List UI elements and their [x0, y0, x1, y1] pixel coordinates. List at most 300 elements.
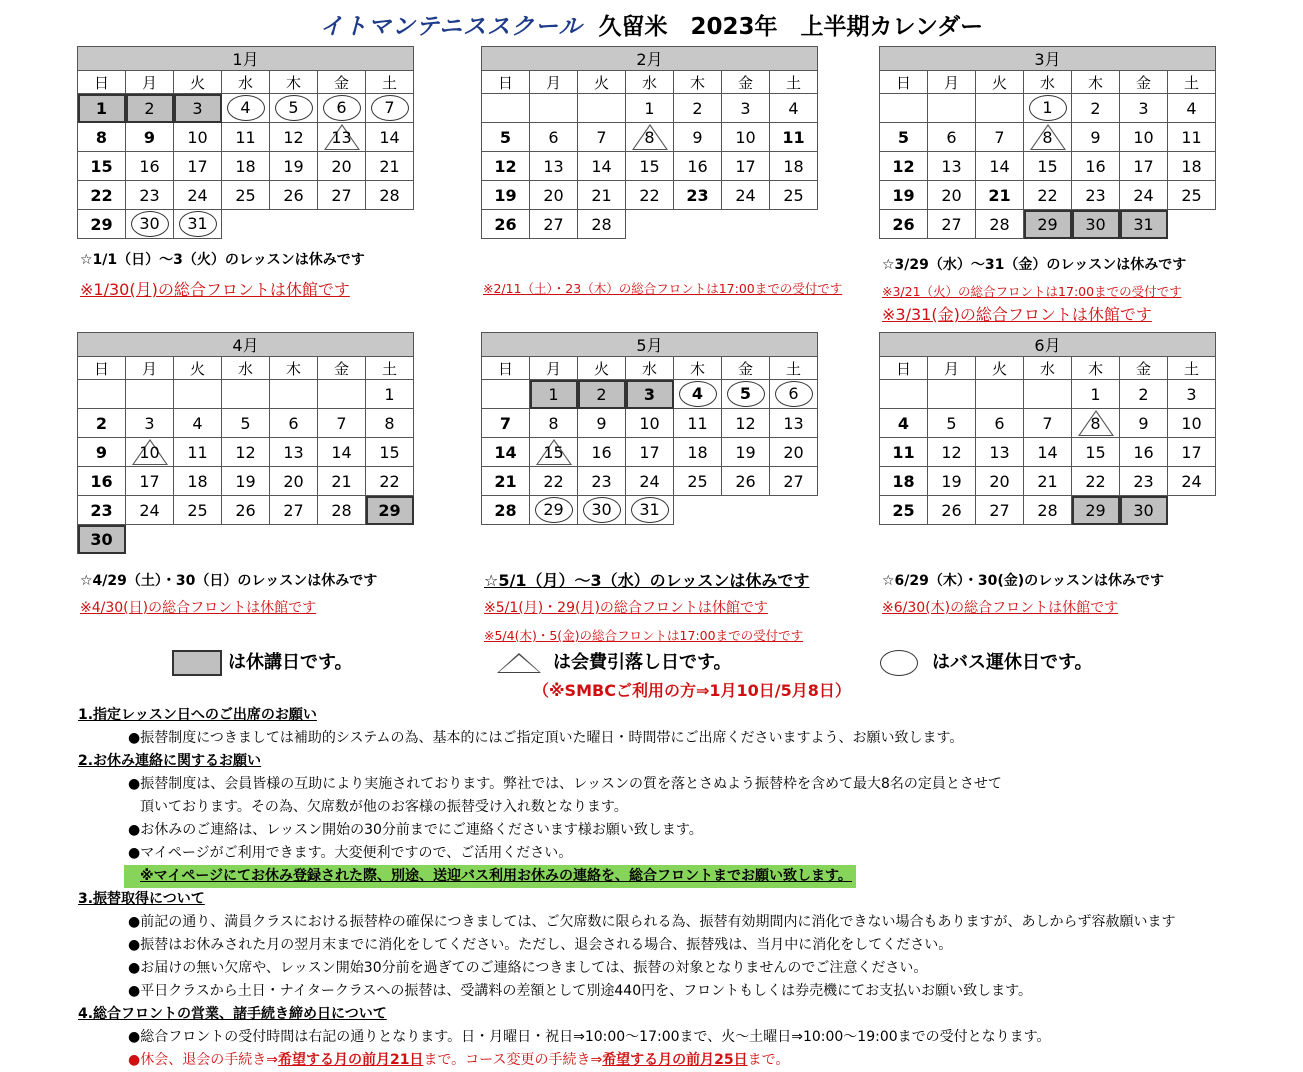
day-cell: 22 — [1072, 467, 1120, 496]
day-cell: 22 — [1024, 181, 1072, 210]
day-cell: 20 — [318, 152, 366, 181]
day-cell: 21 — [482, 467, 530, 496]
day-cell: 10 — [174, 123, 222, 152]
empty-cell — [318, 380, 366, 409]
empty-cell — [880, 94, 928, 123]
empty-cell — [674, 496, 722, 525]
section-heading-1: 1.指定レッスン日へのご出席のお願い — [78, 707, 317, 723]
day-cell: 27 — [530, 210, 578, 239]
day-cell: 21 — [1024, 467, 1072, 496]
empty-cell — [722, 496, 770, 525]
day-cell: 13 — [976, 438, 1024, 467]
day-cell: 31 — [174, 210, 222, 239]
day-cell: 22 — [366, 467, 414, 496]
day-cell: 8 — [1072, 409, 1120, 438]
day-cell: 5 — [222, 409, 270, 438]
weekday-header: 木 — [270, 71, 318, 94]
day-cell: 15 — [1072, 438, 1120, 467]
day-cell: 13 — [270, 438, 318, 467]
weekday-header: 土 — [770, 71, 818, 94]
day-cell: 8 — [626, 123, 674, 152]
calendar-march — [879, 46, 1216, 239]
day-cell: 12 — [880, 152, 928, 181]
day-cell: 20 — [928, 181, 976, 210]
day-cell: 20 — [976, 467, 1024, 496]
day-cell: 7 — [976, 123, 1024, 152]
note-mar-front2: ※3/31(金)の総合フロントは休館です — [882, 305, 1152, 324]
day-cell: 11 — [674, 409, 722, 438]
calendar-june — [879, 332, 1216, 525]
day-cell: 21 — [366, 152, 414, 181]
day-cell: 24 — [126, 496, 174, 525]
day-cell: 25 — [174, 496, 222, 525]
weekday-header: 月 — [530, 357, 578, 380]
day-cell: 20 — [770, 438, 818, 467]
empty-cell — [626, 210, 674, 239]
day-cell: 28 — [318, 496, 366, 525]
day-cell: 16 — [674, 152, 722, 181]
day-cell: 16 — [1120, 438, 1168, 467]
calendar-may — [481, 332, 818, 525]
empty-cell — [1024, 380, 1072, 409]
day-cell: 30 — [126, 210, 174, 239]
day-cell: 2 — [78, 409, 126, 438]
day-cell: 27 — [976, 496, 1024, 525]
day-cell: 14 — [366, 123, 414, 152]
day-cell: 18 — [674, 438, 722, 467]
day-cell: 18 — [1168, 152, 1216, 181]
weekday-header: 月 — [126, 71, 174, 94]
day-cell: 4 — [1168, 94, 1216, 123]
day-cell: 26 — [270, 181, 318, 210]
page-title — [0, 8, 1303, 41]
weekday-header: 火 — [976, 357, 1024, 380]
deadline-note: ●休会、退会の手続き⇒希望する月の前月21日まで。コース変更の手続き⇒希望する月の前月25日まで。 — [128, 1052, 790, 1068]
day-cell: 1 — [366, 380, 414, 409]
info-item: ●お届けの無い欠席や、レッスン開始30分前を過ぎてのご連絡につきましては、振替の対象となりませんのでご注意ください。 — [128, 960, 928, 976]
day-cell: 14 — [578, 152, 626, 181]
day-cell: 17 — [1120, 152, 1168, 181]
day-cell: 23 — [1072, 181, 1120, 210]
empty-cell — [126, 525, 174, 554]
day-cell: 11 — [880, 438, 928, 467]
day-cell: 26 — [482, 210, 530, 239]
note-may-front1: ※5/1(月)・29(月)の総合フロントは休館です — [484, 600, 768, 616]
empty-cell — [578, 94, 626, 123]
day-cell: 12 — [270, 123, 318, 152]
note-mar-lesson: ☆3/29（水）～31（金）のレッスンは休みです — [882, 257, 1187, 273]
empty-cell — [366, 525, 414, 554]
day-cell: 17 — [126, 467, 174, 496]
weekday-header: 木 — [1072, 357, 1120, 380]
day-cell: 7 — [1024, 409, 1072, 438]
day-cell: 16 — [578, 438, 626, 467]
weekday-header: 木 — [674, 71, 722, 94]
note-may-front2: ※5/4(木)・5(金)の総合フロントは17:00までの受付です — [484, 628, 804, 643]
weekday-header: 水 — [1024, 71, 1072, 94]
calendar-grid — [879, 332, 1216, 525]
day-cell: 15 — [626, 152, 674, 181]
note-mar-front1: ※3/21（火）の総合フロントは17:00までの受付です — [882, 284, 1182, 299]
mypage-highlight-note: ※マイページにてお休み登録された際、別途、送迎バス利用お休みの連絡を、総合フロントまでお願い致します。 — [124, 865, 856, 888]
day-cell: 1 — [626, 94, 674, 123]
day-cell: 6 — [770, 380, 818, 409]
weekday-header: 金 — [722, 357, 770, 380]
day-cell: 29 — [530, 496, 578, 525]
day-cell: 12 — [928, 438, 976, 467]
month-header: 5月 — [482, 333, 818, 357]
weekday-header: 水 — [222, 71, 270, 94]
day-cell: 30 — [78, 525, 126, 554]
day-cell: 18 — [222, 152, 270, 181]
day-cell: 31 — [626, 496, 674, 525]
day-cell: 6 — [976, 409, 1024, 438]
day-cell: 5 — [880, 123, 928, 152]
day-cell: 12 — [722, 409, 770, 438]
month-header: 1月 — [78, 47, 414, 71]
day-cell: 27 — [770, 467, 818, 496]
note-jun-front: ※6/30(木)の総合フロントは休館です — [882, 600, 1119, 616]
brand-logo: イトマンテニススクール — [319, 14, 583, 40]
weekday-header: 土 — [1168, 357, 1216, 380]
day-cell: 4 — [222, 94, 270, 123]
weekday-header: 木 — [674, 357, 722, 380]
day-cell: 9 — [78, 438, 126, 467]
month-header: 4月 — [78, 333, 414, 357]
day-cell: 11 — [1168, 123, 1216, 152]
day-cell: 1 — [78, 94, 126, 123]
day-cell: 10 — [126, 438, 174, 467]
empty-cell — [270, 210, 318, 239]
closed-swatch — [172, 650, 222, 676]
calendar-grid — [77, 332, 414, 554]
day-cell: 11 — [222, 123, 270, 152]
section-heading-2: 2.お休み連絡に関するお願い — [78, 753, 262, 769]
day-cell: 14 — [318, 438, 366, 467]
day-cell: 25 — [674, 467, 722, 496]
empty-cell — [928, 94, 976, 123]
day-cell: 1 — [530, 380, 578, 409]
day-cell: 6 — [928, 123, 976, 152]
info-item: 頂いております。その為、欠席数が他のお客様の振替受け入れ数となります。 — [140, 799, 628, 815]
day-cell: 18 — [880, 467, 928, 496]
day-cell: 24 — [174, 181, 222, 210]
note-apr-front: ※4/30(日)の総合フロントは休館です — [80, 600, 317, 616]
day-cell: 18 — [174, 467, 222, 496]
day-cell: 13 — [530, 152, 578, 181]
day-cell: 25 — [880, 496, 928, 525]
info-item: ●前記の通り、満員クラスにおける振替枠の確保につきましては、ご欠席数に限られる為、振替有効期間内に消化できない場合もありますが、あしからず容赦願います — [128, 914, 1176, 930]
day-cell: 15 — [78, 152, 126, 181]
day-cell: 8 — [78, 123, 126, 152]
month-header: 6月 — [880, 333, 1216, 357]
day-cell: 27 — [270, 496, 318, 525]
day-cell: 14 — [482, 438, 530, 467]
day-cell: 4 — [674, 380, 722, 409]
legend-bus — [880, 648, 1093, 676]
weekday-header: 日 — [482, 357, 530, 380]
weekday-header: 水 — [626, 71, 674, 94]
info-item: ●お休みのご連絡は、レッスン開始の30分前までにご連絡くださいます様お願い致します。 — [128, 822, 703, 838]
day-cell: 14 — [1024, 438, 1072, 467]
day-cell: 12 — [482, 152, 530, 181]
month-header: 3月 — [880, 47, 1216, 71]
info-section — [78, 704, 1303, 1072]
day-cell: 8 — [1024, 123, 1072, 152]
empty-cell — [318, 210, 366, 239]
weekday-header: 水 — [626, 357, 674, 380]
empty-cell — [1168, 496, 1216, 525]
day-cell: 13 — [928, 152, 976, 181]
day-cell: 6 — [530, 123, 578, 152]
day-cell: 24 — [722, 181, 770, 210]
day-cell: 30 — [578, 496, 626, 525]
day-cell: 22 — [78, 181, 126, 210]
day-cell: 19 — [270, 152, 318, 181]
day-cell: 8 — [366, 409, 414, 438]
day-cell: 10 — [626, 409, 674, 438]
day-cell: 25 — [222, 181, 270, 210]
day-cell: 24 — [626, 467, 674, 496]
note-jun-lesson: ☆6/29（木）・30(金)のレッスンは休みです — [882, 573, 1165, 589]
day-cell: 27 — [318, 181, 366, 210]
day-cell: 8 — [530, 409, 578, 438]
weekday-header: 火 — [578, 357, 626, 380]
day-cell: 28 — [1024, 496, 1072, 525]
day-cell: 19 — [880, 181, 928, 210]
empty-cell — [174, 525, 222, 554]
day-cell: 9 — [1120, 409, 1168, 438]
day-cell: 13 — [318, 123, 366, 152]
day-cell: 28 — [366, 181, 414, 210]
legend-bus-label: はバス運休日です。 — [932, 652, 1093, 673]
weekday-header: 日 — [880, 71, 928, 94]
day-cell: 25 — [1168, 181, 1216, 210]
day-cell: 26 — [722, 467, 770, 496]
weekday-header: 火 — [578, 71, 626, 94]
weekday-header: 金 — [1120, 71, 1168, 94]
weekday-header: 月 — [928, 357, 976, 380]
day-cell: 14 — [976, 152, 1024, 181]
note-jan-front: ※1/30(月)の総合フロントは休館です — [80, 280, 350, 299]
day-cell: 29 — [1024, 210, 1072, 239]
weekday-header: 月 — [530, 71, 578, 94]
day-cell: 2 — [1072, 94, 1120, 123]
day-cell: 9 — [674, 123, 722, 152]
weekday-header: 土 — [366, 71, 414, 94]
legend-closed — [172, 648, 353, 676]
weekday-header: 土 — [366, 357, 414, 380]
empty-cell — [928, 380, 976, 409]
day-cell: 19 — [222, 467, 270, 496]
weekday-header: 日 — [482, 71, 530, 94]
day-cell: 22 — [530, 467, 578, 496]
calendar-january — [77, 46, 414, 239]
day-cell: 17 — [174, 152, 222, 181]
day-cell: 23 — [578, 467, 626, 496]
empty-cell — [482, 380, 530, 409]
day-cell: 2 — [674, 94, 722, 123]
day-cell: 16 — [78, 467, 126, 496]
day-cell: 10 — [1120, 123, 1168, 152]
weekday-header: 木 — [1072, 71, 1120, 94]
weekday-header: 金 — [318, 71, 366, 94]
weekday-header: 金 — [1120, 357, 1168, 380]
smbc-note: （※SMBCご利用の方⇒1月10日/5月8日） — [533, 681, 851, 700]
empty-cell — [270, 380, 318, 409]
empty-cell — [222, 210, 270, 239]
empty-cell — [366, 210, 414, 239]
day-cell: 29 — [1072, 496, 1120, 525]
day-cell: 4 — [770, 94, 818, 123]
section-heading-3: 3.振替取得について — [78, 891, 205, 907]
empty-cell — [880, 380, 928, 409]
day-cell: 23 — [674, 181, 722, 210]
weekday-header: 日 — [880, 357, 928, 380]
day-cell: 25 — [770, 181, 818, 210]
info-item: ●振替制度は、会員皆様の互助により実施されております。弊社では、レッスンの質を落とさぬよう振替枠を含めて最大8名の定員とさせて — [128, 776, 1002, 792]
day-cell: 3 — [126, 409, 174, 438]
day-cell: 7 — [578, 123, 626, 152]
empty-cell — [270, 525, 318, 554]
calendar-grid — [77, 46, 414, 239]
calendar-title: 久留米 2023年 上半期カレンダー — [598, 14, 984, 40]
note-jan-lesson: ☆1/1（日）～3（火）のレッスンは休みです — [80, 252, 365, 268]
day-cell: 10 — [1168, 409, 1216, 438]
weekday-header: 火 — [174, 357, 222, 380]
day-cell: 27 — [928, 210, 976, 239]
day-cell: 12 — [222, 438, 270, 467]
legend-fee-label: は会費引落し日です。 — [553, 652, 732, 673]
day-cell: 5 — [722, 380, 770, 409]
note-may-lesson: ☆5/1（月）～3（水）のレッスンは休みです — [484, 571, 810, 590]
day-cell: 21 — [318, 467, 366, 496]
day-cell: 11 — [174, 438, 222, 467]
day-cell: 4 — [880, 409, 928, 438]
day-cell: 16 — [1072, 152, 1120, 181]
info-item: ●総合フロントの受付時間は右記の通りとなります。日・月曜日・祝日⇒10:00～17:00まで、火～土曜日⇒10:00～19:00までの受付となります。 — [128, 1029, 1051, 1045]
empty-cell — [770, 210, 818, 239]
note-feb-front: ※2/11（土）・23（木）の総合フロントは17:00までの受付です — [483, 281, 843, 296]
weekday-header: 日 — [78, 71, 126, 94]
day-cell: 16 — [126, 152, 174, 181]
weekday-header: 水 — [1024, 357, 1072, 380]
day-cell: 5 — [928, 409, 976, 438]
empty-cell — [222, 380, 270, 409]
day-cell: 26 — [880, 210, 928, 239]
day-cell: 18 — [770, 152, 818, 181]
legend-closed-label: は休講日です。 — [228, 652, 353, 673]
day-cell: 9 — [1072, 123, 1120, 152]
weekday-header: 月 — [126, 357, 174, 380]
legend-fee — [497, 648, 732, 674]
day-cell: 24 — [1120, 181, 1168, 210]
day-cell: 3 — [626, 380, 674, 409]
day-cell: 10 — [722, 123, 770, 152]
day-cell: 28 — [578, 210, 626, 239]
day-cell: 15 — [1024, 152, 1072, 181]
day-cell: 21 — [578, 181, 626, 210]
circle-icon — [880, 650, 918, 676]
day-cell: 26 — [928, 496, 976, 525]
info-item: ●マイページがご利用できます。大変便利ですので、ご活用ください。 — [128, 845, 573, 861]
empty-cell — [78, 380, 126, 409]
weekday-header: 火 — [976, 71, 1024, 94]
day-cell: 1 — [1024, 94, 1072, 123]
note-apr-lesson: ☆4/29（土）・30（日）のレッスンは休みです — [80, 573, 378, 589]
day-cell: 6 — [318, 94, 366, 123]
day-cell: 7 — [318, 409, 366, 438]
empty-cell — [674, 210, 722, 239]
day-cell: 2 — [1120, 380, 1168, 409]
day-cell: 13 — [770, 409, 818, 438]
calendar-february — [481, 46, 818, 239]
empty-cell — [1168, 210, 1216, 239]
section-heading-4: 4.総合フロントの営業、諸手続き締め日について — [78, 1006, 387, 1022]
weekday-header: 木 — [270, 357, 318, 380]
weekday-header: 金 — [318, 357, 366, 380]
day-cell: 19 — [482, 181, 530, 210]
day-cell: 23 — [126, 181, 174, 210]
day-cell: 7 — [366, 94, 414, 123]
day-cell: 7 — [482, 409, 530, 438]
weekday-header: 土 — [1168, 71, 1216, 94]
empty-cell — [722, 210, 770, 239]
day-cell: 22 — [626, 181, 674, 210]
day-cell: 17 — [1168, 438, 1216, 467]
day-cell: 20 — [270, 467, 318, 496]
day-cell: 2 — [578, 380, 626, 409]
day-cell: 30 — [1072, 210, 1120, 239]
day-cell: 26 — [222, 496, 270, 525]
weekday-header: 火 — [174, 71, 222, 94]
day-cell: 9 — [126, 123, 174, 152]
day-cell: 29 — [78, 210, 126, 239]
info-item: ●振替制度につきましては補助的システムの為、基本的にはご指定頂いた曜日・時間帯にご出席くださいますよう、お願い致します。 — [128, 730, 964, 746]
day-cell: 31 — [1120, 210, 1168, 239]
weekday-header: 月 — [928, 71, 976, 94]
day-cell: 15 — [366, 438, 414, 467]
day-cell: 3 — [1120, 94, 1168, 123]
day-cell: 30 — [1120, 496, 1168, 525]
day-cell: 23 — [1120, 467, 1168, 496]
weekday-header: 日 — [78, 357, 126, 380]
calendar-grid — [481, 46, 818, 239]
empty-cell — [126, 380, 174, 409]
day-cell: 15 — [530, 438, 578, 467]
day-cell: 19 — [928, 467, 976, 496]
day-cell: 1 — [1072, 380, 1120, 409]
info-item: ●振替はお休みされた月の翌月末までに消化をしてください。ただし、退会される場合、振替残は、当月中に消化をしてください。 — [128, 937, 953, 953]
day-cell: 3 — [174, 94, 222, 123]
day-cell: 11 — [770, 123, 818, 152]
calendar-april — [77, 332, 414, 554]
empty-cell — [222, 525, 270, 554]
empty-cell — [482, 94, 530, 123]
empty-cell — [318, 525, 366, 554]
triangle-icon — [497, 653, 541, 673]
day-cell: 6 — [270, 409, 318, 438]
day-cell: 9 — [578, 409, 626, 438]
day-cell: 28 — [976, 210, 1024, 239]
day-cell: 5 — [482, 123, 530, 152]
month-header: 2月 — [482, 47, 818, 71]
day-cell: 29 — [366, 496, 414, 525]
day-cell: 23 — [78, 496, 126, 525]
day-cell: 4 — [174, 409, 222, 438]
day-cell: 3 — [722, 94, 770, 123]
calendar-grid — [879, 46, 1216, 239]
